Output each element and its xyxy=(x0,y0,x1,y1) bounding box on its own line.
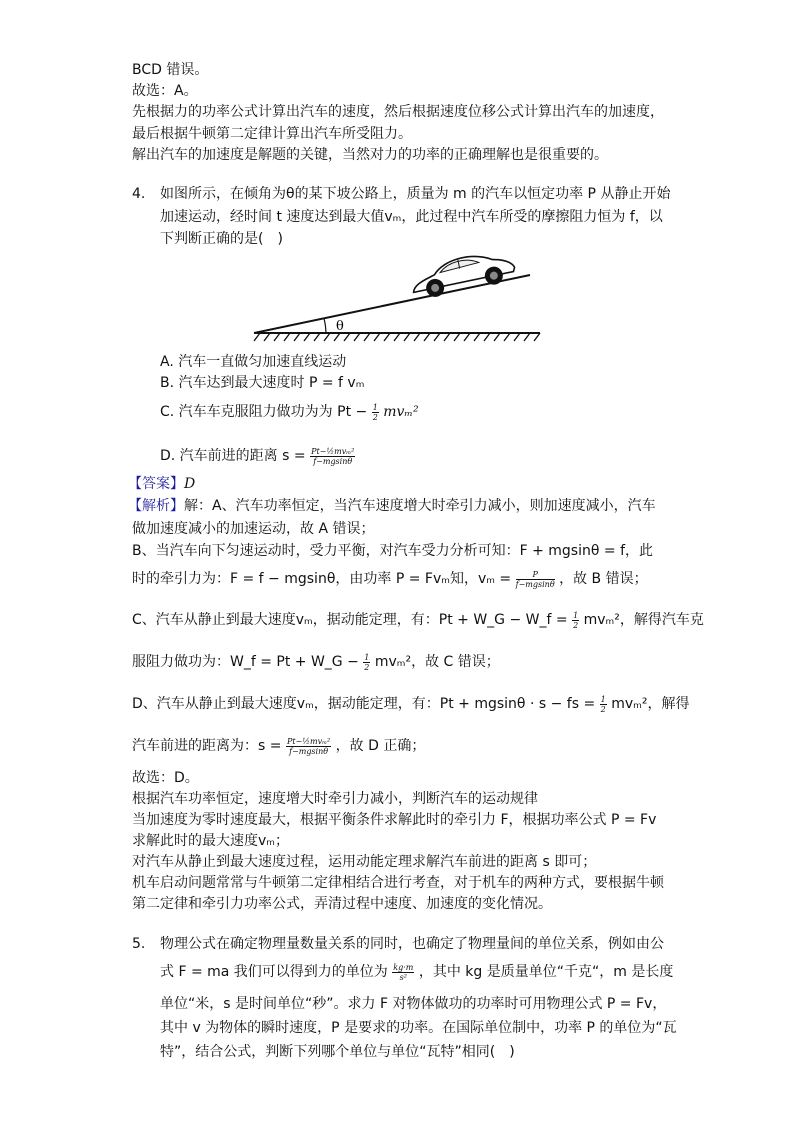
fraction-distance-d2: $\frac{\text{Pt−½mvₘ²}}{f-mgsin\theta}$ xyxy=(286,736,331,756)
d1-text: D、汽车从静止到最大速度vₘ，据动能定理，有：Pt + mgsinθ · s − fs = xyxy=(132,696,596,712)
q5-line-1: 物理公式在确定物理量数量关系的同时，也确定了物理量间的单位关系，例如由公 xyxy=(160,936,664,952)
car-icon xyxy=(409,248,518,302)
c2-text: 服阻力做功为：W_f = Pt + W_G − xyxy=(132,654,359,670)
answer-label: 【答案】 xyxy=(128,476,184,492)
intro-line-1: BCD 错误。 xyxy=(132,62,209,78)
q5-l2-text: 式 F = ma 我们可以得到力的单位为 xyxy=(160,964,388,980)
selection: 故选：D。 xyxy=(132,770,199,786)
analysis-d1 xyxy=(132,694,689,714)
option-c-term: mvₘ² xyxy=(383,404,419,420)
summary-5: 机车启动问题常常与牛顿第二定律相结合进行考查，对于机车的两种方式，要根据牛顿 xyxy=(132,875,664,891)
analysis-b2 xyxy=(132,569,648,589)
option-d xyxy=(160,446,355,466)
q4-stem-2: 加速运动，经时间 t 速度达到最大值vₘ，此过程中汽车所受的摩擦阻力恒为 f，以 xyxy=(160,209,663,225)
analysis-a1: 解：A、汽车功率恒定，当汽车速度增大时牵引力减小，则加速度减小，汽车 xyxy=(184,498,656,514)
svg-text:θ: θ xyxy=(336,319,344,334)
option-c-text: C. 汽车车克服阻力做功为为 Pt − xyxy=(160,404,368,420)
summary-6: 第二定律和牵引力功率公式，弄清过程中速度、加速度的变化情况。 xyxy=(132,896,552,912)
d2-tail: ，故 D 正确； xyxy=(335,738,426,754)
d2-text: 汽车前进的距离为：s = xyxy=(132,738,282,754)
q5-line-3: 单位“米，s 是时间单位“秒”。求力 F 对物体做功的功率时可用物理公式 P = Fv， xyxy=(160,996,667,1012)
fraction-half-c2: $\frac{1}{2}$ xyxy=(364,652,370,672)
fraction-newton-unit: $\frac{kg\cdot m}{\text{s²}}$ xyxy=(393,962,414,982)
intro-line-5: 解出汽车的加速度是解题的关键，当然对力的功率的正确理解也是很重要的。 xyxy=(132,147,608,163)
intro-line-2: 故选：A。 xyxy=(132,83,198,99)
answer-value: D xyxy=(184,476,196,492)
q4-stem-3: 下判断正确的是( ) xyxy=(160,231,283,247)
analysis-a2: 做加速度减小的加速运动，故 A 错误； xyxy=(132,521,375,537)
b2-text: 时的牵引力为：F = f − mgsinθ，由功率 P = Fvₘ知，vₘ = xyxy=(132,571,512,587)
c1-tail: mvₘ²，解得汽车克 xyxy=(583,612,704,628)
answer xyxy=(128,474,195,494)
q4-number: 4. xyxy=(132,186,146,202)
incline-car-diagram xyxy=(250,245,550,345)
fraction-half-c1: $\frac{1}{2}$ xyxy=(573,610,579,630)
option-d-text: D. 汽车前进的距离 s = xyxy=(160,448,306,464)
intro-line-3: 先根据力的功率公式计算出汽车的速度，然后根据速度位移公式计算出汽车的加速度， xyxy=(132,104,664,120)
option-a: A. 汽车一直做匀加速直线运动 xyxy=(160,354,347,370)
summary-2: 当加速度为零时速度最大，根据平衡条件求解此时的牵引力 F，根据功率公式 P = Fv xyxy=(132,812,657,828)
summary-4: 对汽车从静止到最大速度过程，运用动能定理求解汽车前进的距离 s 即可； xyxy=(132,854,597,870)
analysis-b1: B、当汽车向下匀速运动时，受力平衡，对汽车受力分析可知：F + mgsinθ = f，此 xyxy=(132,543,653,559)
q5-line-2 xyxy=(160,962,673,982)
summary-3: 求解此时的最大速度vₘ； xyxy=(132,833,290,849)
c1-text: C、汽车从静止到最大速度vₘ，据动能定理，有：Pt + W_G − W_f = xyxy=(132,612,568,628)
c2-tail: mvₘ²，故 C 错误； xyxy=(374,654,500,670)
analysis-1 xyxy=(128,496,656,516)
d1-tail: mvₘ²，解得 xyxy=(611,696,690,712)
analysis-d2 xyxy=(132,736,425,756)
analysis-c1 xyxy=(132,610,704,630)
q5-l2-tail: ，其中 kg 是质量单位“千克“，m 是长度 xyxy=(418,964,674,980)
summary-1: 根据汽车功率恒定，速度增大时牵引力减小，判断汽车的运动规律 xyxy=(132,791,538,807)
q5-line-5: 特”，结合公式，判断下列哪个单位与单位“瓦特”相同( ) xyxy=(160,1044,515,1060)
fraction-vm: $\frac{P}{f-mgsin\theta}$ xyxy=(515,569,555,589)
intro-line-4: 最后根据牛顿第二定律计算出汽车所受阻力。 xyxy=(132,126,412,142)
fraction-half: $\frac{1}{2}$ xyxy=(372,402,378,422)
fraction-half-d1: $\frac{1}{2}$ xyxy=(600,694,606,714)
fraction-distance: $\frac{\text{Pt−½mvₘ²}}{f-mgsin\theta}$ xyxy=(311,446,355,466)
analysis-c2 xyxy=(132,652,500,672)
q4-stem-1: 如图所示，在倾角为θ的某下坡公路上，质量为 m 的汽车以恒定功率 P 从静止开始 xyxy=(160,186,671,202)
analysis-label: 【解析】 xyxy=(128,498,184,514)
option-c xyxy=(160,402,419,422)
q5-line-4: 其中 v 为物体的瞬时速度，P 是要求的功率。在国际单位制中，功率 P 的单位为“瓦 xyxy=(160,1020,677,1036)
b2-tail: ，故 B 错误； xyxy=(559,571,648,587)
option-b: B. 汽车达到最大速度时 P = f vₘ xyxy=(160,375,365,391)
q5-number: 5. xyxy=(132,936,146,952)
